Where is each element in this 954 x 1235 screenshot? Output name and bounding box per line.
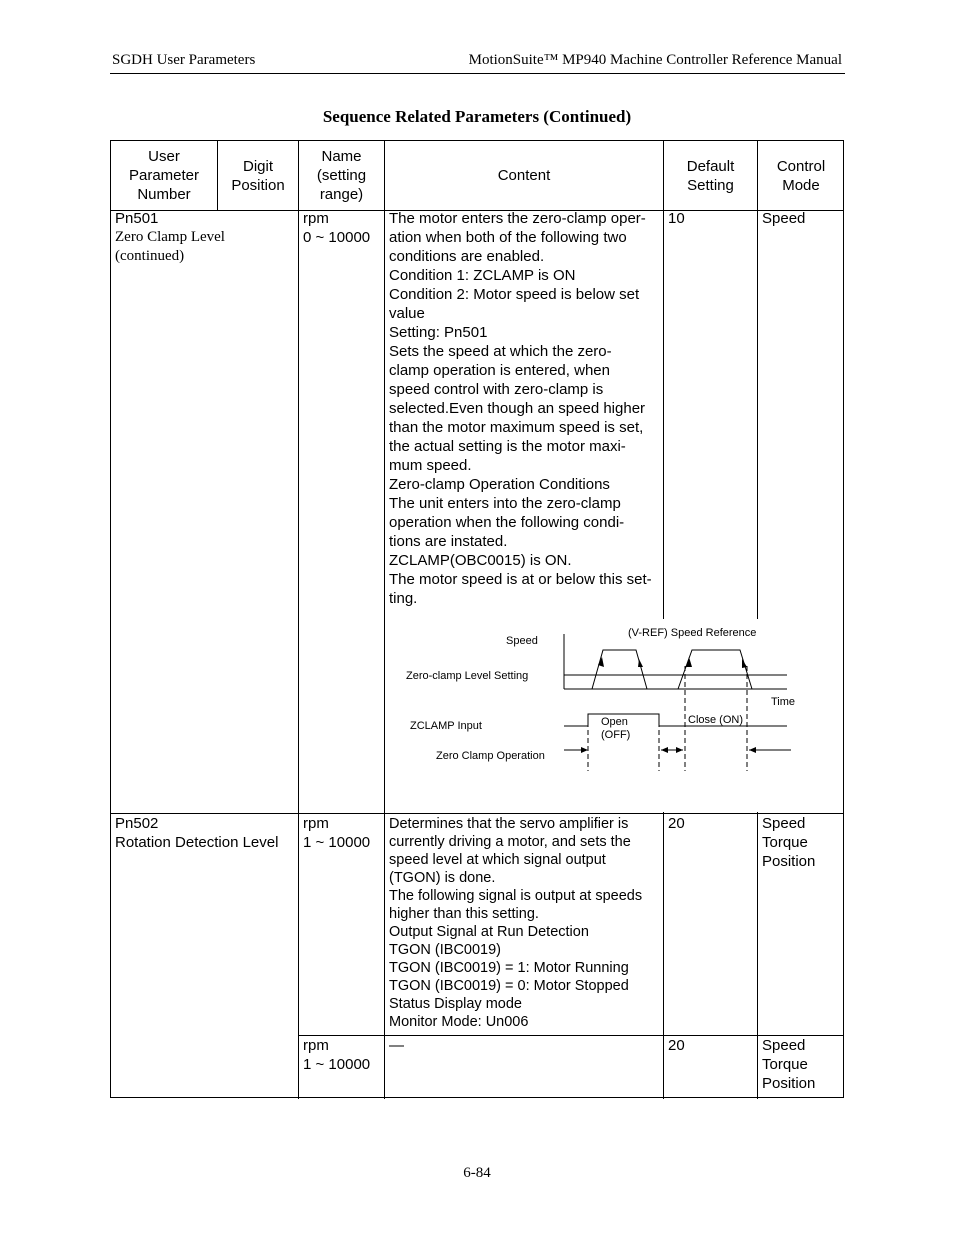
subrow-default-cell — [668, 1036, 756, 1055]
pn501-content-line: Condition 1: ZCLAMP is ON — [389, 267, 576, 284]
subrow-content-cell — [389, 1036, 661, 1055]
pn501-content-line: speed control with zero-clamp is — [389, 381, 604, 398]
subrow-control-mode: Speed — [762, 1037, 806, 1054]
diagram-open-label: Open — [601, 716, 628, 728]
pn501-content-line: ZCLAMP(OBC0015) is ON. — [389, 552, 572, 569]
pn502-control-mode: Position — [762, 853, 816, 870]
subrow-unit: rpm — [303, 1037, 329, 1054]
pn502-range-cell — [303, 814, 383, 852]
header-default-setting: Default Setting — [686, 157, 735, 194]
diagram-arrow — [676, 747, 683, 753]
pn501-content-line: than the motor maximum speed is set, — [389, 419, 644, 436]
header-digit-position: Digit Position — [231, 157, 285, 194]
zero-clamp-timing-diagram — [111, 141, 844, 813]
pn501-name-line: Zero Clamp Level — [115, 229, 225, 245]
pn502-unit: rpm — [303, 815, 329, 832]
pn502-content-line: TGON (IBC0019) — [389, 942, 501, 958]
col-divider-mode-lower — [757, 812, 758, 1099]
pn501-content-line: operation when the following condi- — [389, 514, 625, 531]
pn502-default-cell — [668, 814, 756, 833]
parameters-table — [110, 140, 844, 1098]
pn502-range: 1 ~ 10000 — [303, 834, 371, 851]
diagram-off-label: (OFF) — [601, 729, 631, 741]
diagram-zero-clamp-level-label: Zero-clamp Level Setting — [406, 670, 529, 682]
diagram-speed-label: Speed — [506, 635, 538, 647]
pn502-content-line: Status Display mode — [389, 996, 522, 1012]
header-section-title: SGDH User Parameters — [112, 52, 256, 68]
pn501-content-line: the actual setting is the motor maxi- — [389, 438, 626, 455]
header-manual-title: MotionSuite™ MP940 Machine Controller Reference Manual — [468, 52, 842, 68]
pn502-content-line: Output Signal at Run Detection — [389, 924, 589, 940]
pn502-control-mode: Speed — [762, 815, 806, 832]
pn501-content-line: ation when both of the following two — [389, 229, 627, 246]
pn501-content-line: tions are instated. — [389, 533, 508, 550]
diagram-zclamp-signal — [564, 714, 787, 726]
subrow-content: — — [389, 1037, 404, 1054]
pn501-content-line: Sets the speed at which the zero- — [389, 343, 612, 360]
subrow-control-mode: Position — [762, 1075, 816, 1092]
diagram-reference-label: (V-REF) Speed Reference — [628, 627, 757, 639]
diagram-close-label: Close (ON) — [688, 714, 744, 726]
col-divider-default-lower — [663, 812, 664, 1099]
subrow-default: 20 — [668, 1037, 685, 1054]
pn501-content-line: The unit enters into the zero-clamp — [389, 495, 621, 512]
pn501-content-line: Condition 2: Motor speed is below set — [389, 286, 640, 303]
pn501-content-line: The motor enters the zero-clamp oper- — [389, 210, 646, 227]
pn501-content-line: value — [389, 305, 425, 322]
page-title: Sequence Related Parameters (Continued) — [322, 107, 632, 126]
pn501-control-mode: Speed — [762, 210, 806, 227]
header-control-mode: Control Mode — [776, 157, 826, 194]
pn502-content-line: Monitor Mode: Un006 — [389, 1014, 529, 1030]
pn502-content-line: higher than this setting. — [389, 906, 539, 922]
diagram-arrow — [661, 747, 668, 753]
pn502-content-line: currently driving a motor, and sets the — [389, 834, 631, 850]
pn502-content-line: The following signal is output at speeds — [389, 888, 643, 904]
pn501-unit: rpm — [303, 210, 329, 227]
header-rule — [110, 73, 845, 74]
subrow-control-mode-cell — [762, 1036, 842, 1093]
diagram-speed-pulse-2 — [678, 650, 752, 689]
pn502-control-mode: Torque — [762, 834, 808, 851]
subrow-range-cell — [303, 1036, 383, 1074]
pn501-content-line: The motor speed is at or below this set- — [389, 571, 652, 588]
pn502-content-line: TGON (IBC0019) = 1: Motor Running — [389, 960, 629, 976]
diagram-time-label: Time — [771, 696, 796, 708]
pn501-content-line: conditions are enabled. — [389, 248, 545, 265]
header-name-range: Name (setting range) — [316, 148, 367, 203]
pn502-number: Pn502 — [115, 815, 159, 832]
pn501-content-line: mum speed. — [389, 457, 472, 474]
pn501-content-line: clamp operation is entered, when — [389, 362, 610, 379]
header-content: Content — [497, 167, 551, 184]
diagram-arrow — [742, 659, 747, 668]
pn502-control-mode-cell — [762, 814, 842, 871]
diagram-arrow — [581, 747, 588, 753]
pn501-content-line: Setting: Pn501 — [389, 324, 488, 341]
diagram-speed-pulse-1 — [592, 650, 647, 689]
diagram-zero-clamp-operation-label: Zero Clamp Operation — [436, 750, 545, 762]
subrow-control-mode: Torque — [762, 1056, 808, 1073]
header-user-parameter-number: User Parameter Number — [128, 148, 200, 203]
pn502-default: 20 — [668, 815, 685, 832]
pn502-parameter-cell — [115, 814, 295, 852]
pn502-content-line: Determines that the servo amplifier is — [389, 816, 629, 832]
subrow-range: 1 ~ 10000 — [303, 1056, 371, 1073]
pn502-name-line: Rotation Detection Level — [115, 834, 279, 851]
pn502-content-cell — [389, 815, 661, 1031]
pn502-content-line: (TGON) is done. — [389, 870, 496, 886]
pn501-content-line: ting. — [389, 590, 418, 607]
pn501-range: 0 ~ 10000 — [303, 229, 371, 246]
pn501-number: Pn501 — [115, 210, 159, 227]
diagram-zclamp-input-label: ZCLAMP Input — [410, 720, 482, 732]
pn501-content-line: Zero-clamp Operation Conditions — [389, 476, 610, 493]
pn501-content-line: selected.Even though an speed higher — [389, 400, 646, 417]
diagram-arrow — [686, 657, 692, 667]
pn501-name-line: (continued) — [115, 248, 185, 264]
page-number: 6-84 — [463, 1165, 491, 1181]
pn502-content-line: TGON (IBC0019) = 0: Motor Stopped — [389, 978, 629, 994]
pn502-content-line: speed level at which signal output — [389, 852, 606, 868]
diagram-arrow — [749, 747, 756, 753]
pn501-default: 10 — [668, 210, 685, 227]
